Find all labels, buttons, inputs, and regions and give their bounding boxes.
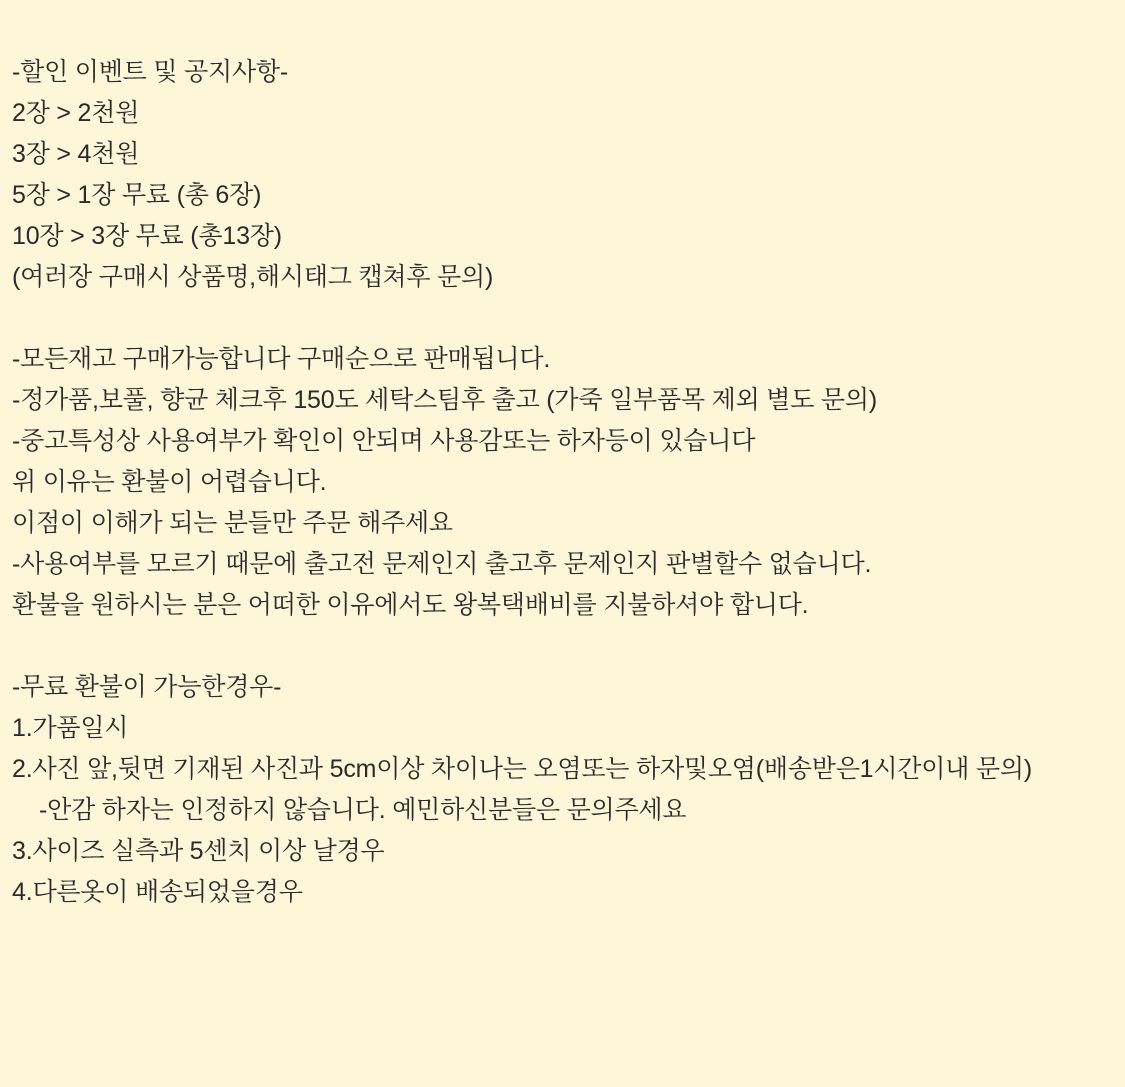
- section-free-refund-cases: [12, 667, 1125, 913]
- section-discount-notice: [12, 52, 1125, 298]
- notice-line: -무료 환불이 가능한경우-: [12, 673, 282, 701]
- notice-line: -정가품,보풀, 향균 체크후 150도 세탁스팀후 출고 (가죽 일부품목 제외 별도 문의): [12, 386, 877, 414]
- section-stock-and-condition: [12, 339, 1125, 626]
- notice-line: 환불을 원하시는 분은 어떠한 이유에서도 왕복택배비를 지불하셔야 합니다.: [12, 591, 809, 619]
- notice-line: 2장 > 2천원: [12, 99, 140, 127]
- section-spacer: [12, 298, 1125, 339]
- notice-line: 2.사진 앞,뒷면 기재된 사진과 5cm이상 차이나는 오염또는 하자및오염(배송받은1시간이내 문의): [12, 755, 1032, 783]
- notice-line: -사용여부를 모르기 때문에 출고전 문제인지 출고후 문제인지 판별할수 없습니다.: [12, 550, 872, 578]
- notice-line: 4.다른옷이 배송되었을경우: [12, 878, 303, 906]
- section-spacer: [12, 626, 1125, 667]
- notice-line: -할인 이벤트 및 공지사항-: [12, 58, 288, 86]
- notice-line: 10장 > 3장 무료 (총13장): [12, 222, 282, 250]
- notice-line: 이점이 이해가 되는 분들만 주문 해주세요: [12, 509, 453, 537]
- notice-line: 5장 > 1장 무료 (총 6장): [12, 181, 262, 209]
- notice-line-sub: -안감 하자는 인정하지 않습니다. 예민하신분들은 문의주세요: [12, 796, 687, 824]
- notice-line: 위 이유는 환불이 어렵습니다.: [12, 468, 327, 496]
- notice-line: 3.사이즈 실측과 5센치 이상 날경우: [12, 837, 385, 865]
- notice-line: (여러장 구매시 상품명,해시태그 캡쳐후 문의): [12, 263, 494, 291]
- notice-line: -중고특성상 사용여부가 확인이 안되며 사용감또는 하자등이 있습니다: [12, 427, 756, 455]
- notice-line: -모든재고 구매가능합니다 구매순으로 판매됩니다.: [12, 345, 551, 373]
- notice-line: 1.가품일시: [12, 714, 129, 742]
- notice-line: 3장 > 4천원: [12, 140, 140, 168]
